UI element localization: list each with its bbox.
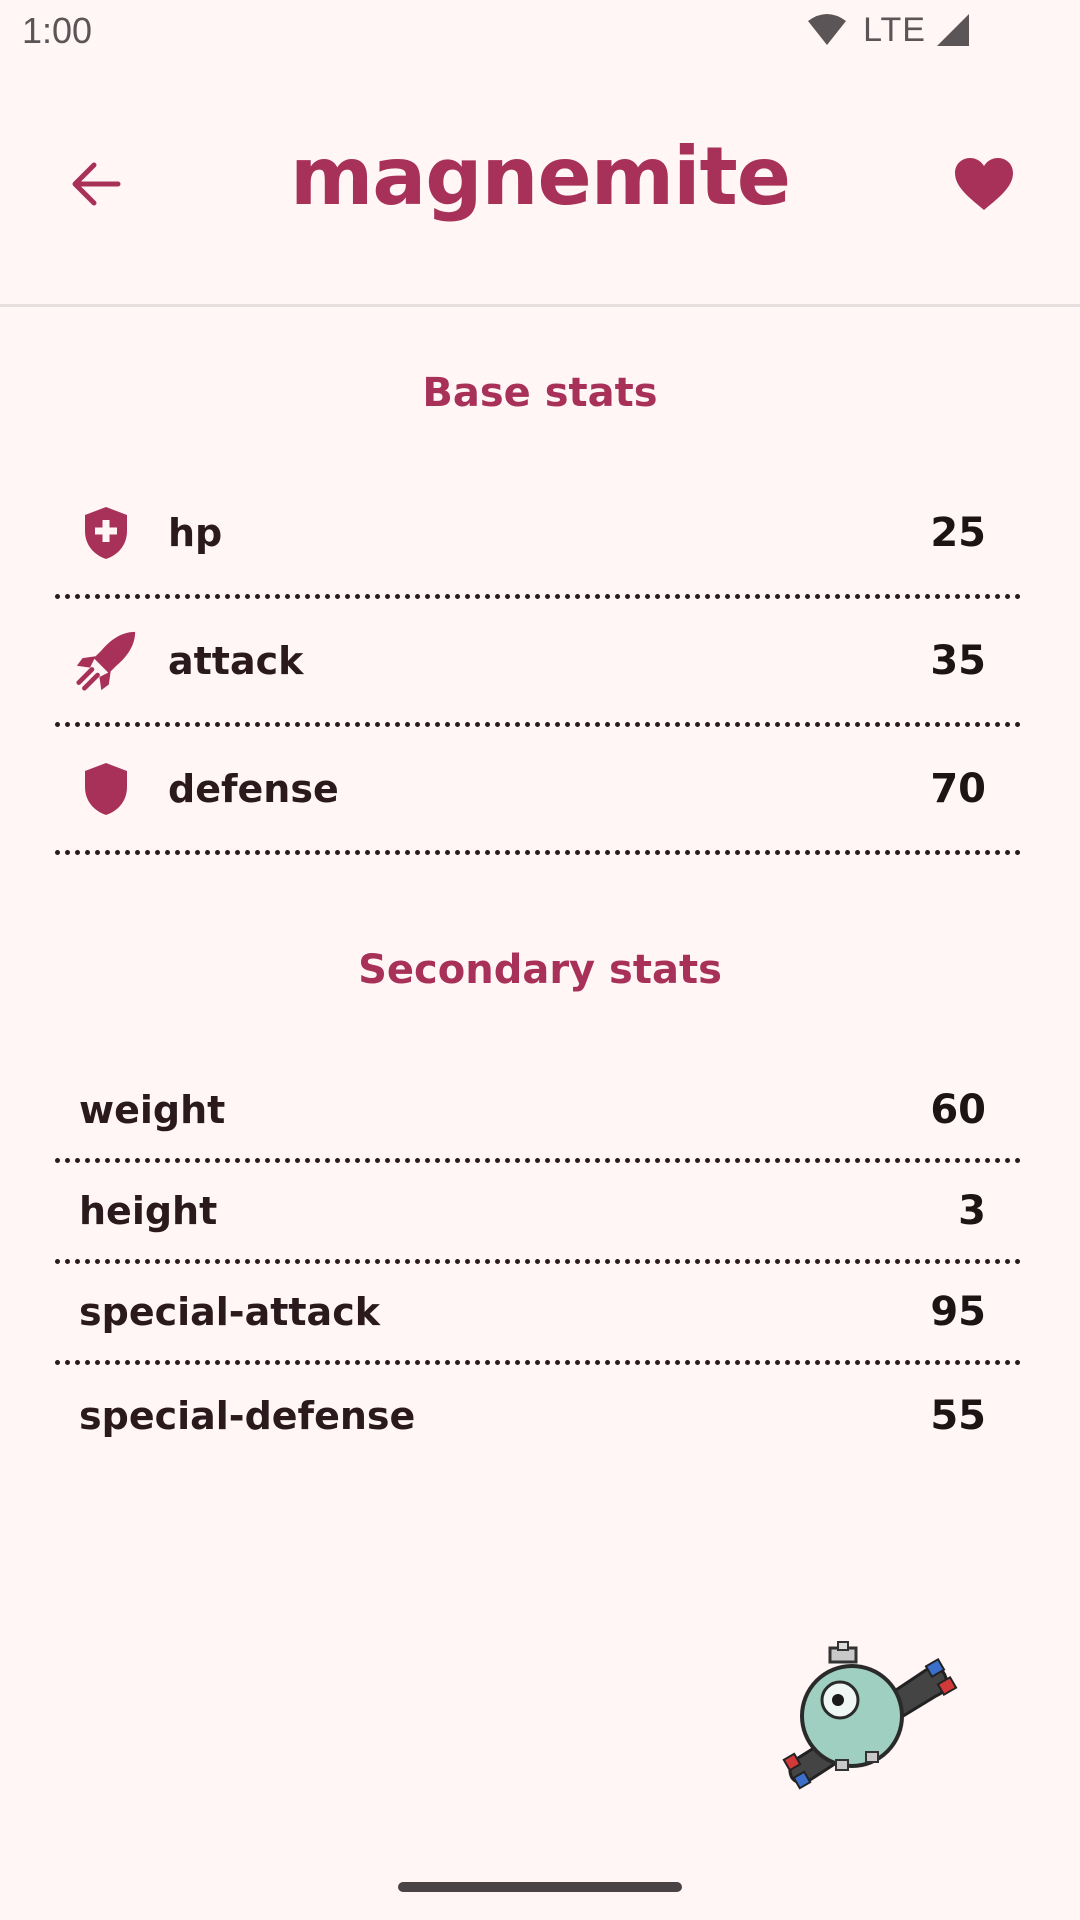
stat-label: attack: [168, 638, 304, 683]
rocket-icon: [75, 630, 137, 692]
stat-value: 35: [930, 637, 986, 684]
stat-row-hp: [55, 471, 1021, 599]
network-type: LTE: [863, 10, 926, 49]
base-stats-heading: Base stats: [422, 370, 658, 416]
status-bar: [0, 0, 1080, 64]
stat-label: hp: [168, 510, 223, 555]
pokemon-sprite: [780, 1640, 960, 1790]
secondary-stats-list: [55, 1062, 1021, 1466]
home-indicator[interactable]: [398, 1882, 682, 1892]
app-bar: [0, 64, 1080, 307]
heart-icon: [953, 156, 1015, 212]
favorite-button[interactable]: [948, 148, 1020, 220]
wifi-icon: [807, 13, 847, 47]
stat-label: defense: [168, 766, 339, 811]
stat-row-height: [55, 1163, 1021, 1264]
secondary-stats-heading: Secondary stats: [358, 947, 722, 993]
cell-signal-icon: [936, 13, 970, 47]
stat-label: height: [79, 1189, 218, 1233]
stat-row-special-attack: [55, 1264, 1021, 1365]
page-title: magnemite: [289, 130, 791, 223]
stat-value: 55: [930, 1392, 986, 1439]
stat-label: special-defense: [79, 1393, 416, 1438]
stat-row-defense: [55, 727, 1021, 855]
stat-value: 60: [930, 1087, 986, 1133]
stat-label: weight: [79, 1088, 226, 1132]
stat-row-special-defense: [55, 1365, 1021, 1466]
stat-value: 95: [930, 1289, 986, 1335]
stat-value: 70: [930, 765, 986, 812]
stat-value: 25: [930, 509, 986, 556]
shield-icon: [75, 758, 137, 820]
stat-row-attack: [55, 599, 1021, 727]
stat-row-weight: [55, 1062, 1021, 1163]
stat-value: 3: [958, 1188, 986, 1234]
status-icons: [807, 10, 970, 50]
base-stats-list: [55, 471, 1021, 855]
shield-plus-icon: [75, 502, 137, 564]
status-time: 1:00: [22, 10, 93, 51]
stat-label: special-attack: [79, 1290, 380, 1334]
